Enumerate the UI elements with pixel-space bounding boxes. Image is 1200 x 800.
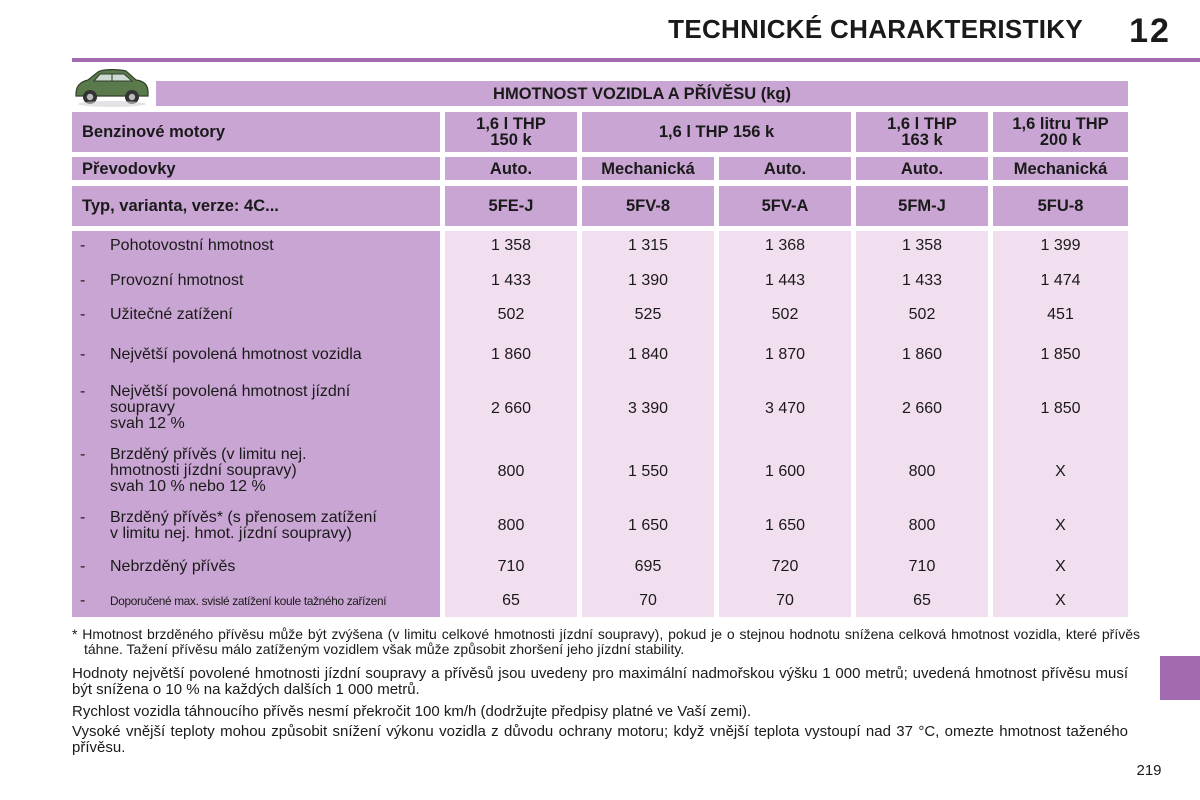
table-cell: 65	[913, 592, 931, 609]
table-cell: 451	[1047, 306, 1074, 323]
table-cell: 710	[908, 558, 936, 575]
table-cell: 70	[776, 592, 794, 609]
table-cell: 710	[497, 558, 525, 575]
table-cell: 1 650	[764, 517, 806, 534]
table-row-label	[72, 447, 440, 495]
table-cell: 70	[639, 592, 657, 609]
gearbox-header: Auto.	[719, 157, 851, 180]
type-label: Typ, varianta, verze: 4C...	[72, 186, 440, 226]
row-label-text: Brzděný přívěs (v limitu nej. hmotnosti jízdní soupravy) svah 10 % nebo 12 %	[110, 446, 307, 495]
row-dash: -	[80, 346, 86, 363]
paragraph-temperature: Vysoké vnější teploty mohou způsobit snížení výkonu vozidla z důvodu ochrany motoru; když vnější teplota vystoupí nad 37 °C, omezte hmotnost taženého přívěsu.	[72, 723, 1128, 756]
table-row-label	[72, 510, 440, 542]
table-cell: X	[1055, 517, 1066, 534]
table-cell: 65	[502, 592, 520, 609]
paragraph-altitude: Hodnoty největší povolené hmotnosti jízdní soupravy a přívěsů jsou uvedeny pro maximální nadmořskou výšku 1 000 metrů; uvedená hmotnost přívěsu musí být snížena o 10 % na každých dalších 1 000 metrů.	[72, 665, 1128, 698]
table-cell: 1 650	[627, 517, 669, 534]
table-cell: 1 315	[627, 237, 669, 254]
row-dash: -	[80, 237, 86, 254]
table-cell: 1 850	[1040, 400, 1081, 417]
row-dash: -	[80, 272, 86, 289]
gearbox-label: Převodovky	[72, 157, 440, 180]
table-cell: 3 390	[627, 400, 669, 417]
chapter-side-tab	[1160, 656, 1200, 700]
row-label-text: Brzděný přívěs* (s přenosem zatížení v limitu nej. hmot. jízdní soupravy)	[110, 509, 377, 542]
engine-header: 1,6 l THP 163 k	[856, 112, 988, 152]
table-row-label	[72, 272, 440, 290]
table-cell: X	[1055, 592, 1066, 609]
table-cell: 2 660	[490, 400, 532, 417]
engine-header: 1,6 l THP 150 k	[445, 112, 577, 152]
table-cell: 502	[908, 306, 936, 323]
row-dash: -	[80, 306, 86, 323]
row-label-text: Pohotovostní hmotnost	[110, 237, 274, 254]
table-row-label	[72, 306, 440, 324]
row-label-text: Doporučené max. svislé zatížení koule tažného zařízení	[110, 594, 387, 608]
table-cell: 1 860	[901, 346, 943, 363]
gearbox-header: Mechanická	[582, 157, 714, 180]
table-cell: 1 550	[627, 463, 669, 480]
gearbox-header: Mechanická	[993, 157, 1128, 180]
table-cell: 502	[497, 306, 525, 323]
table-cell: 1 840	[627, 346, 669, 363]
row-dash: -	[80, 383, 86, 400]
type-header: 5FM-J	[856, 186, 988, 226]
table-row-label	[72, 346, 440, 364]
table-cell: 1 850	[1040, 346, 1081, 363]
table-cell: 1 358	[901, 237, 943, 254]
chapter-title: TECHNICKÉ CHARAKTERISTIKY	[668, 14, 1083, 44]
table-cell: 800	[908, 463, 936, 480]
table-row-label	[72, 384, 440, 432]
table-cell: 720	[771, 558, 799, 575]
car-icon	[70, 66, 150, 113]
table-cell: 1 443	[764, 272, 806, 289]
row-label-text: Provozní hmotnost	[110, 272, 244, 289]
table-cell: 1 433	[901, 272, 943, 289]
row-label-text: Užitečné zatížení	[110, 306, 233, 323]
row-dash: -	[80, 509, 86, 526]
row-label-text: Nebrzděný přívěs	[110, 558, 236, 575]
table-title: HMOTNOST VOZIDLA A PŘÍVĚSU (kg)	[156, 81, 1128, 106]
table-cell: 502	[771, 306, 799, 323]
gearbox-header: Auto.	[856, 157, 988, 180]
engines-label: Benzinové motory	[72, 112, 440, 152]
table-cell: 800	[908, 517, 936, 534]
table-cell: 1 870	[764, 346, 806, 363]
row-label-text: Největší povolená hmotnost vozidla	[110, 346, 362, 363]
row-dash: -	[80, 592, 86, 609]
table-row-label	[72, 558, 440, 576]
table-cell: 1 390	[627, 272, 669, 289]
type-header: 5FV-8	[582, 186, 714, 226]
table-cell: 695	[634, 558, 662, 575]
table-cell: 1 368	[764, 237, 806, 254]
table-row-label	[72, 237, 440, 255]
chapter-number: 12	[1129, 12, 1171, 50]
page-number: 219	[1136, 762, 1162, 779]
engine-header: 1,6 l THP 156 k	[582, 112, 851, 152]
table-cell: 1 860	[490, 346, 532, 363]
row-label-text: Největší povolená hmotnost jízdní soupravy svah 12 %	[110, 383, 351, 432]
table-cell: 3 470	[764, 400, 806, 417]
header-rule	[72, 58, 1200, 62]
table-cell: X	[1055, 463, 1066, 480]
table-cell: 525	[634, 306, 662, 323]
table-cell: 1 600	[764, 463, 806, 480]
table-cell: 1 474	[1040, 272, 1081, 289]
table-cell: 2 660	[901, 400, 943, 417]
table-cell: X	[1055, 558, 1066, 575]
table-cell: 800	[497, 517, 525, 534]
table-cell: 1 433	[490, 272, 532, 289]
table-cell: 1 399	[1040, 237, 1081, 254]
table-row-label	[72, 592, 440, 610]
type-header: 5FV-A	[719, 186, 851, 226]
table-cell: 1 358	[490, 237, 532, 254]
row-dash: -	[80, 558, 86, 575]
type-header: 5FE-J	[445, 186, 577, 226]
gearbox-header: Auto.	[445, 157, 577, 180]
type-header: 5FU-8	[993, 186, 1128, 226]
footnote: * Hmotnost brzděného přívěsu může být zvýšena (v limitu celkové hmotnosti jízdní soupravy), pokud je o stejnou hodnotu snížena celková hmotnost vozidla, které přívěs táhne. Tažení přívěsu málo zatíženým vozidlem však může způsobit zhoršení jeho jízdní stability.	[72, 626, 1140, 657]
paragraph-speed: Rychlost vozidla táhnoucího přívěs nesmí překročit 100 km/h (dodržujte předpisy platné ve Vaší zemi).	[72, 703, 752, 720]
row-dash: -	[80, 446, 86, 463]
table-cell: 800	[497, 463, 525, 480]
engine-header: 1,6 litru THP 200 k	[993, 112, 1128, 152]
